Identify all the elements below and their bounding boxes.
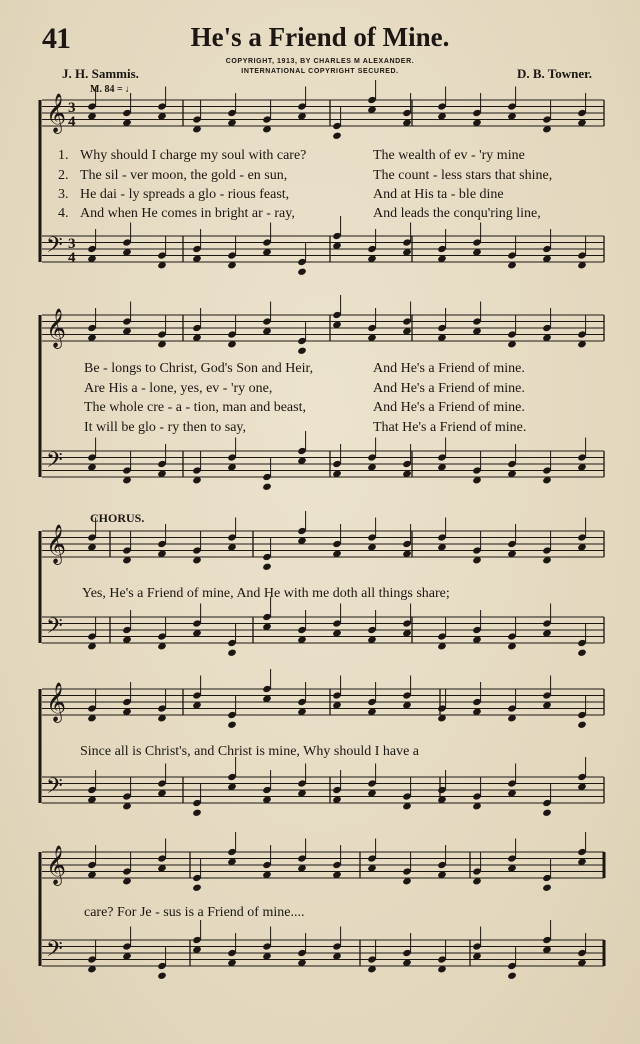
verse-2-line-a: The sil - ver moon, the gold - en sun, xyxy=(80,168,288,183)
verse-3-cont-a: The whole cre - a - tion, man and beast, xyxy=(84,400,306,415)
hymn-number: 41 xyxy=(42,22,70,55)
treble-clef-icon: 𝄞 xyxy=(46,524,67,564)
bass-clef-icon: 𝄢 xyxy=(46,937,63,967)
verse-1-cont-b: And He's a Friend of mine. xyxy=(373,361,525,376)
notehead xyxy=(577,649,587,657)
verse-2-cont-b: And He's a Friend of mine. xyxy=(373,381,525,396)
notehead xyxy=(262,563,272,571)
bass-clef-icon: 𝄢 xyxy=(46,614,63,644)
chorus-label: CHORUS. xyxy=(90,511,145,525)
notehead xyxy=(542,884,552,892)
verse-3-line-a: He dai - ly spreads a glo - rious feast, xyxy=(80,187,290,202)
tempo-marking: M. 84 = ♩ xyxy=(90,84,136,95)
time-signature-bottom: 4 xyxy=(68,114,76,130)
notehead xyxy=(192,884,202,892)
copyright-line-1: COPYRIGHT, 1913, BY CHARLES M ALEXANDER. xyxy=(225,58,415,65)
verse-2-cont-a: Are His a - lone, yes, ev - 'ry one, xyxy=(84,381,273,396)
hymn-title: He's a Friend of Mine. xyxy=(190,22,450,52)
verse-4-num: 4. xyxy=(58,206,69,221)
treble-clef-icon: 𝄞 xyxy=(46,845,67,885)
notehead xyxy=(192,809,202,817)
time-signature-top: 3 xyxy=(68,100,76,116)
notehead xyxy=(157,972,167,980)
chorus-line-3: care? For Je - sus is a Friend of mine.... xyxy=(84,905,305,920)
chorus-line-1: Yes, He's a Friend of mine, And He with me doth all things share; xyxy=(82,586,450,601)
verse-4-cont-a: It will be glo - ry then to say, xyxy=(84,420,247,435)
bass-clef-icon: 𝄢 xyxy=(46,233,63,263)
notehead xyxy=(297,347,307,355)
chorus-line-2: Since all is Christ's, and Christ is mine, Why should I have a xyxy=(80,744,420,759)
notehead xyxy=(227,721,237,729)
treble-clef-icon: 𝄞 xyxy=(46,93,67,133)
notehead xyxy=(227,649,237,657)
bass-clef-icon: 𝄢 xyxy=(46,448,63,478)
author-name: J. H. Sammis. xyxy=(62,66,139,81)
verse-3-num: 3. xyxy=(58,187,69,202)
verse-2-num: 2. xyxy=(58,168,69,183)
verse-4-line-b: And leads the conqu'ring line, xyxy=(373,206,541,221)
composer-name: D. B. Towner. xyxy=(516,66,592,81)
verse-1-num: 1. xyxy=(58,148,69,163)
copyright-notice xyxy=(0,57,640,77)
verse-1-line-a: Why should I charge my soul with care? xyxy=(80,148,307,163)
notehead xyxy=(577,721,587,729)
notehead xyxy=(262,483,272,491)
copyright-line-2: INTERNATIONAL COPYRIGHT SECURED. xyxy=(241,68,399,75)
bass-clef-icon: 𝄢 xyxy=(46,774,63,804)
verse-1-line-b: The wealth of ev - 'ry mine xyxy=(373,148,525,163)
treble-clef-icon: 𝄞 xyxy=(46,308,67,348)
verse-3-cont-b: And He's a Friend of mine. xyxy=(373,400,525,415)
verse-4-cont-b: That He's a Friend of mine. xyxy=(373,420,527,435)
time-signature-bottom: 4 xyxy=(68,250,76,266)
verse-1-cont-a: Be - longs to Christ, God's Son and Heir, xyxy=(84,361,314,376)
verse-3-line-b: And at His ta - ble dine xyxy=(373,187,504,202)
verse-4-line-a: And when He comes in bright ar - ray, xyxy=(80,206,295,221)
treble-clef-icon: 𝄞 xyxy=(46,682,67,722)
verse-2-line-b: The count - less stars that shine, xyxy=(373,168,553,183)
notehead xyxy=(332,132,342,140)
notehead xyxy=(297,268,307,276)
time-signature-top: 3 xyxy=(68,236,76,252)
notehead xyxy=(507,972,517,980)
notehead xyxy=(542,809,552,817)
